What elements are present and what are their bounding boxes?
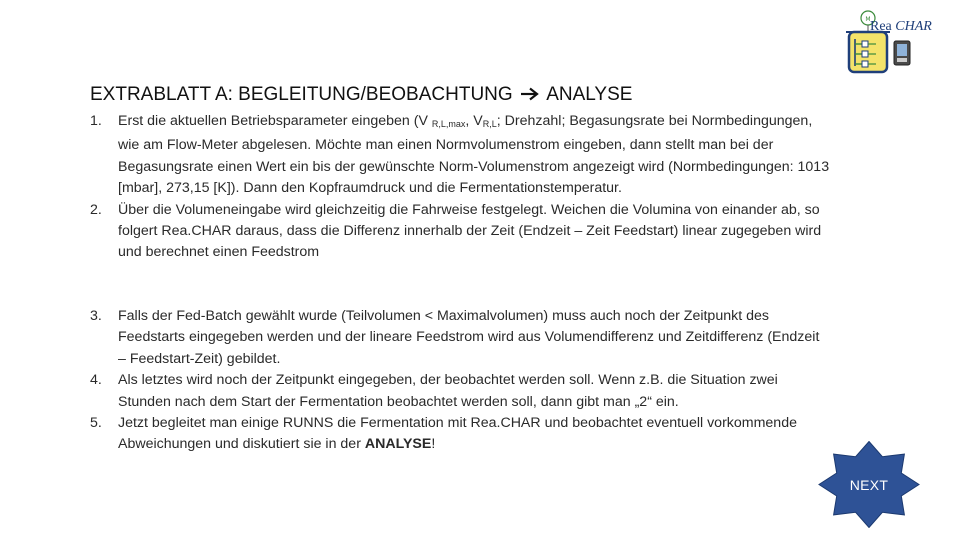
step-text: Über die Volumeneingabe wird gleichzeitig die Fahrweise festgelegt. Weichen die Volumina von einander ab, so folgert Rea.CHAR daraus, dass die Differenz innerhalb der Zeit (Endzeit – Zeit Feedstart) linear zugegeben wird und berechnet einen Feedstrom — [118, 201, 822, 261]
reachar-logo — [842, 8, 952, 74]
step-text: Als letztes wird noch der Zeitpunkt eingegeben, der beobachtet werden soll. Wenn z.B. die Situation zwei Stunden nach dem Start der Fermentation beobachtet werden soll, dann gibt man „2“ ein. — [118, 372, 778, 410]
list-item-step-4 — [90, 370, 830, 413]
list-item-step-1 — [90, 111, 830, 200]
list-item-step-2 — [90, 200, 830, 264]
list-number: 1. — [90, 113, 102, 129]
step-text: ; Drehzahl; Begasungsrate bei Normbedingungen, wie am Flow-Meter abgelesen. Möchte man einen Normvolumenstrom eingeben, dann stellt man bei der Begasungsrate einen Wert ein bis der gewünschte Norm-Volumenstrom angezeigt wird (Normbedingungen: 1013 [mbar], 273,15 [K]). Dann den Kopfraumdruck und die Fermentationstemperatur. — [118, 113, 830, 197]
logo-brand-prefix: Rea — [870, 19, 892, 34]
svg-text:M: M — [865, 16, 871, 23]
page-title — [90, 84, 632, 106]
list-number: 5. — [90, 415, 102, 432]
step-text: Falls der Fed-Batch gewählt wurde (Teilvolumen < Maximalvolumen) muss auch noch der Zeitpunkt des Feedstarts eingegeben werden und der lineare Feedstrom wird aus Volumendifferenz und Zeitdifferenz (Endzeit – Feedstart-Zeit) gebildet. — [118, 308, 820, 367]
page-title-main: EXTRABLATT A: BEGLEITUNG/BEOBACHTUNG — [90, 84, 513, 105]
next-button[interactable] — [817, 441, 921, 528]
next-button-label: NEXT — [849, 476, 889, 493]
list-number: 2. — [90, 201, 102, 218]
step-text: ! — [431, 436, 436, 453]
list-number: 3. — [90, 308, 102, 324]
step-text: Erst die aktuellen Betriebsparameter eingeben (V — [118, 113, 432, 129]
logo-text — [870, 19, 932, 35]
reactor-icon — [842, 8, 952, 74]
list-number: 4. — [90, 372, 102, 389]
subscript: R,L — [482, 119, 497, 129]
instruction-list-part-2 — [90, 306, 830, 456]
step-text: , V — [465, 113, 483, 129]
step-text: Jetzt begleitet man einige RUNNS die Fermentation mit Rea.CHAR und beobachtet eventuell vorkommende Abweichungen und diskutiert sie in der — [118, 415, 797, 453]
instruction-list-part-1 — [90, 111, 830, 264]
page-title-analyse: ANALYSE — [546, 84, 633, 105]
logo-brand-suffix: CHAR — [895, 19, 932, 34]
list-item-step-5 — [90, 413, 830, 456]
right-arrow-icon — [520, 87, 540, 101]
analyse-bold: ANALYSE — [364, 436, 432, 453]
list-item-step-3 — [90, 306, 830, 370]
subscript: R,L,max — [431, 119, 466, 129]
